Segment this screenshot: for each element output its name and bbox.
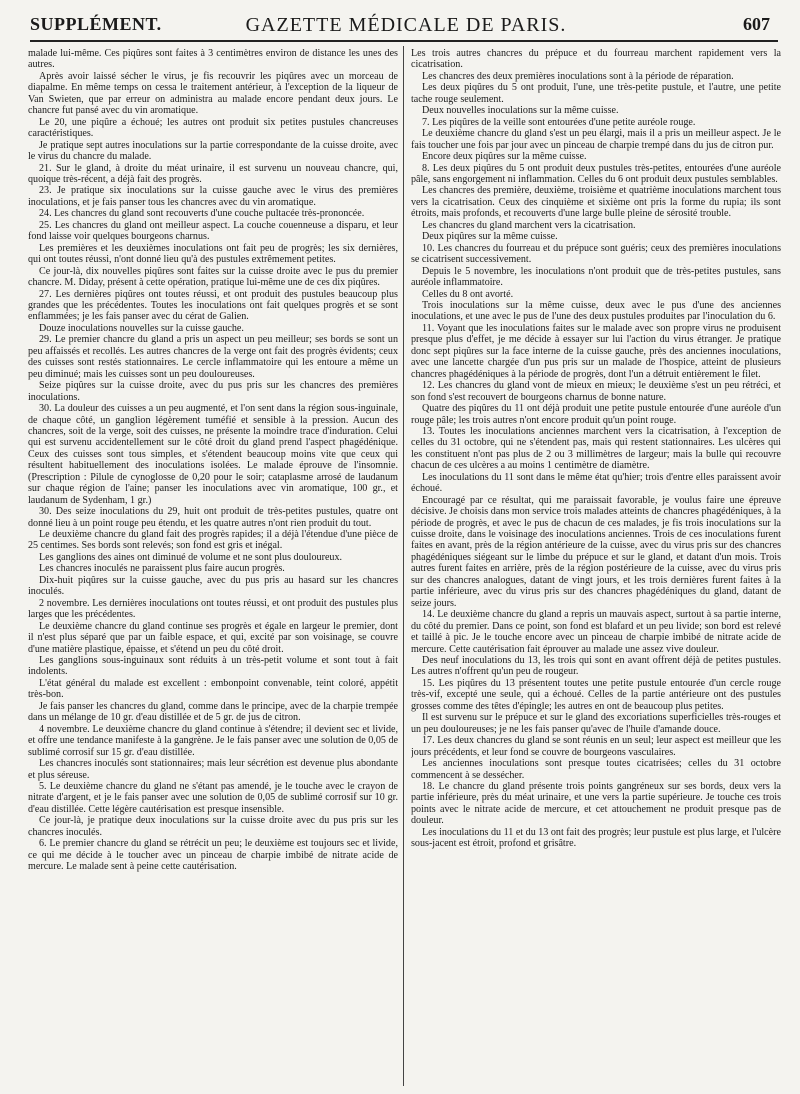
paragraph: Dix-huit piqûres sur la cuisse gauche, avec du pus pris au hasard sur les chancres inoculés. bbox=[28, 574, 398, 598]
paragraph: Les ganglions sous-inguinaux sont réduits à un très-petit volume et sont tout à fait indolents. bbox=[28, 655, 398, 678]
header-rule bbox=[30, 40, 778, 42]
paragraph: 30. Des seize inoculations du 29, huit ont produit de très-petites pustules, quatre ont donné lieu à un point rouge peu étendu, et les quatre autres n'ont rien produit du tout. bbox=[28, 506, 398, 529]
paragraph: Quatre des piqûres du 11 ont déjà produit une petite pustule entourée d'une auréole d'un rouge pâle; les trois autres n'ont encore produit qu'un point rouge. bbox=[411, 403, 781, 426]
paragraph: 27. Les dernières piqûres ont toutes réussi, et ont produit des pustules beaucoup plus grandes que les précédentes. Toutes les inoculations ont fait quelques progrès et se sont enflammées; je les fais panser avec du cérat de Galien. bbox=[28, 288, 398, 323]
paragraph: 12. Les chancres du gland vont de mieux en mieux; le deuxième s'est un peu rétréci, et son fond s'est recouvert de bourgeons charnus de bonne nature. bbox=[411, 380, 781, 403]
paragraph: Les ganglions des aines ont diminué de volume et ne sont plus douloureux. bbox=[39, 551, 343, 563]
page-number: 607 bbox=[743, 14, 770, 34]
paragraph: 2 novembre. Les dernières inoculations ont toutes réussi, et ont produit des pustules plus larges que les précédentes. bbox=[28, 597, 398, 621]
paragraph: 10. Les chancres du fourreau et du prépuce sont guéris; ceux des premières inoculations se cicatrisent successivement. bbox=[411, 242, 781, 266]
paragraph: 14. Le deuxième chancre du gland a repris un mauvais aspect, surtout à sa partie interne, du côté du premier. Dans ce point, son fond est blafard et un peu livide; son bord est relevé et taillé à pic. Je le touche encore avec un pinceau de charpie imbibé de nitrate acide de mercure. Cette cautérisation fait éprouver au malade une assez vive douleur. bbox=[411, 609, 781, 655]
paragraph: Les premières et les deuxièmes inoculations ont fait peu de progrès; les six dernières, qui ont toutes réussi, n'ont donné lieu qu'à des pustules extrêmement petites. bbox=[28, 242, 398, 266]
paragraph: Seize piqûres sur la cuisse droite, avec du pus pris sur les chancres des premières inoculations. bbox=[28, 380, 398, 403]
paragraph: 4 novembre. Le deuxième chancre du gland continue à s'étendre; il devient sec et livide, et offre une tendance manifeste à la gangrène. Je le fais panser avec une solution de 0,05 de sublimé corrosif sur 15 gr. d'eau distillée. bbox=[28, 723, 398, 758]
paragraph: 11. Voyant que les inoculations faites sur le malade avec son propre virus ne produisent presque plus d'effet, je me décide à essayer sur lui l'action du virus étranger. Je pratique donc sept piqûres sur la face interne de la cuisse gauche, près des anciennes inoculations, avec une lancette chargée d'un pus pris sur un malade de l'hospice, atteint de plusieurs chancres phagédéniques à la période de progrès, dont l'un a détruit entièrement le filet. bbox=[411, 322, 781, 380]
paragraph: Douze inoculations nouvelles sur la cuisse gauche. bbox=[39, 322, 244, 334]
paragraph: 23. Je pratique six inoculations sur la cuisse gauche avec le virus des premières inoculations, et je fais panser tous les chancres avec du vin aromatique. bbox=[28, 185, 398, 208]
paragraph: Les chancres inoculés sont stationnaires; mais leur sécrétion est devenue plus abondante et plus séreuse. bbox=[28, 758, 398, 781]
right-column bbox=[411, 48, 781, 1088]
paragraph: Le deuxième chancre du gland fait des progrès rapides; il a déjà l'étendue d'une pièce de 25 centimes. Ses bords sont relevés; son fond est gris et inégal. bbox=[28, 529, 398, 552]
paragraph: 13. Toutes les inoculations anciennes marchent vers la cicatrisation, à l'exception de celles du 31 octobre, qui ne s'étendent pas, mais qui restent stationnaires. Les ulcères qui les constituent n'ont pas plus de 2 ou 3 millimètres de largeur; mais la bulle qui recouvre chacun de ces ulcères a au moins 1 centimètre de diamètre. bbox=[411, 425, 781, 472]
paragraph: Encouragé par ce résultat, qui me paraissait favorable, je voulus faire une épreuve décisive. Je choisis dans mon service trois malades atteints de chancres phagédéniques, à la période de progrès, et avec le pus de chacun de ces malades, je fis trois inoculations sur la cuisse droite, dans le voisinage des inoculations anciennes. Trois de ces inoculations furent faites en avant, près de la région antérieure de la cuisse, avec du virus pris sur des chancres phagédéniques siégeant sur le limbe du prépuce et sur le gland, et datant d'un mois. Trois autres furent faites en arrière, près de la région postérieure de la cuisse, avec du virus pris sur des chancres analogues, datant de vingt jours, et les trois dernières furent faites à la partie inférieure, avec du virus pris sur des chancres phagédéniques du gland, datant de seize jours. bbox=[411, 494, 781, 609]
paragraph: 7. Les piqûres de la veille sont entourées d'une petite auréole rouge. bbox=[422, 116, 696, 128]
left-column bbox=[28, 48, 398, 1088]
paragraph: malade lui-même. Ces piqûres sont faites à 3 centimètres environ de distance les unes des autres. bbox=[28, 48, 398, 71]
paragraph: Le deuxième chancre du gland continue ses progrès et égale en largeur le premier, dont il n'est plus séparé que par un faible espace, et qui, excité par son voisinage, se couvre d'une matière plastique, épaisse, et s'étend un peu du côté droit. bbox=[28, 620, 398, 655]
paragraph: Il est survenu sur le prépuce et sur le gland des excoriations superficielles très-rouges et un peu douloureuses; je ne les fais panser qu'avec de l'huile d'amande douce. bbox=[411, 712, 781, 735]
paragraph: Les anciennes inoculations sont presque toutes cicatrisées; celles du 31 octobre commencent à se dessécher. bbox=[411, 758, 781, 781]
paragraph: Je fais panser les chancres du gland, comme dans le principe, avec de la charpie trempée dans un mélange de 10 gr. d'eau distillée et de 5 gr. de jus de citron. bbox=[28, 700, 398, 724]
column-separator bbox=[403, 46, 404, 1086]
paragraph: 18. Le chancre du gland présente trois points gangréneux sur ses bords, deux vers la partie inférieure, près du méat urinaire, et une vers la partie supérieure. Je touche ces trois points avec le nitrate acide de mercure, et cet attouchement ne produit presque pas de douleur. bbox=[411, 781, 781, 827]
paragraph: Après avoir laissé sécher le virus, je fis recouvrir les piqûres avec un morceau de diapalme. En même temps on cessa le traitement antérieur, à l'exception de la liqueur de Van Swieten, que par erreur on administra au malade encore pendant deux jours. Le chancre fut pansé avec du vin aromatique. bbox=[28, 70, 398, 117]
paragraph: Les chancres inoculés ne paraissent plus faire aucun progrès. bbox=[39, 563, 285, 575]
paragraph: Les chancres des deux premières inoculations sont à la période de réparation. bbox=[422, 70, 734, 82]
paragraph: Depuis le 5 novembre, les inoculations n'ont produit que de très-petites pustules, sans auréole inflammatoire. bbox=[411, 265, 781, 289]
paragraph: 5. Le deuxième chancre du gland ne s'étant pas amendé, je le touche avec le crayon de nitrate d'argent, et je le fais panser avec une solution de 0,05 de sublimé corrosif sur 10 gr. d'eau distillée. Cette légère cautérisation est presque insensible. bbox=[28, 781, 398, 815]
paragraph: Les inoculations du 11 et du 13 ont fait des progrès; leur pustule est plus large, et l'ulcère sous-jacent est étroit, profond et grisâtre. bbox=[411, 826, 781, 850]
paragraph: Le deuxième chancre du gland s'est un peu élargi, mais il a pris un meilleur aspect. Je le fais toucher une fois par jour avec un pinceau de charpie trempé dans du jus de citron pur. bbox=[411, 128, 781, 151]
supplement-label: SUPPLÉMENT. bbox=[30, 14, 162, 34]
paragraph: 24. Les chancres du gland sont recouverts d'une couche pultacée très-prononcée. bbox=[39, 208, 365, 220]
paragraph: 6. Le premier chancre du gland se rétrécit un peu; le deuxième est toujours sec et livide, ce qui me décide à le toucher avec un pinceau de charpie imbibé de nitrate acide de mercure. Le malade sent à peine cette cautérisation. bbox=[28, 838, 398, 873]
paragraph: Les inoculations du 11 sont dans le même état qu'hier; trois d'entre elles paraissent avoir échoué. bbox=[411, 471, 781, 495]
paragraph: 29. Le premier chancre du gland a pris un aspect un peu meilleur; ses bords se sont un peu affaissés et recollés. Les autres chancres de la verge ont fait des progrès évidents; ceux des cuisses sont restés stationnaires. Le cercle inflammatoire qui les entoure a même un peu diminué; mais les cuisses sont un peu douloureuses. bbox=[28, 334, 398, 380]
paragraph: 21. Sur le gland, à droite du méat urinaire, il est survenu un nouveau chancre, qui, quoique très-récent, a déjà fait des progrès. bbox=[28, 162, 398, 185]
paragraph: L'état général du malade est excellent : embonpoint convenable, teint coloré, appétit très-bon. bbox=[28, 677, 398, 701]
paragraph: 8. Les deux piqûres du 5 ont produit deux pustules très-petites, entourées d'une auréole pâle, sans engorgement ni inflammation. Celles du 6 ont produit deux pustules semblables. bbox=[411, 162, 781, 185]
paragraph: Ce jour-là, je pratique deux inoculations sur la cuisse droite avec du pus pris sur les chancres inoculés. bbox=[28, 815, 398, 838]
paragraph: Les trois autres chancres du prépuce et du fourreau marchent rapidement vers la cicatrisation. bbox=[411, 48, 781, 71]
paragraph: Ce jour-là, dix nouvelles piqûres sont faites sur la cuisse droite avec le pus du premier chancre. M. Diday, présent à cette opération, pratique lui-même une de ces dix piqûres. bbox=[28, 265, 398, 289]
paragraph: Les deux piqûres du 5 ont produit, l'une, une très-petite pustule, et l'autre, une petite tache rouge seulement. bbox=[411, 82, 781, 105]
paragraph: Le 20, une piqûre a échoué; les autres ont produit six petites pustules chancreuses caractéristiques. bbox=[28, 116, 398, 140]
page-header bbox=[30, 12, 782, 42]
paragraph: Les chancres des première, deuxième, troisième et quatrième inoculations marchent tous vers la cicatrisation. Ceux des cinquième et sixième ont pris la forme du rupia; ils sont étroits, mais profonds, et recouverts d'une large bulle pleine de sérosité trouble. bbox=[411, 185, 781, 220]
paragraph: 30. La douleur des cuisses a un peu augmenté, et l'on sent dans la région sous-inguinale, de chaque côté, un ganglion légèrement tuméfié et sensible à la pression. Aucun des chancres, soit de la verge, soit des cuisses, ne présente la moindre trace d'induration. Celui qui est survenu accidentellement sur le côté droit du gland prend l'aspect phagédénique. Ceux des cuisses sont tous simples, et s'étendent beaucoup moins vite que ceux qui résultent habituellement des inoculations isolées. Le malade éprouve de l'insomnie. (Prescription : Pilule de cynoglosse de 0,20 pour le soir; cataplasme arrosé de laudanum sur chaque région de l'aine; panser les inoculations avec vin aromatique, 100 gr., et laudanum de Sydenham, 1 gr.) bbox=[28, 403, 398, 506]
paragraph: Deux nouvelles inoculations sur la même cuisse. bbox=[422, 105, 619, 117]
paragraph: Les chancres du gland marchent vers la cicatrisation. bbox=[422, 219, 636, 231]
paragraph: Trois inoculations sur la même cuisse, deux avec le pus d'une des anciennes inoculations, et une avec le pus de l'une des deux pustules produites par l'inoculation du 6. bbox=[411, 299, 781, 323]
paragraph: 17. Les deux chancres du gland se sont réunis en un seul; leur aspect est meilleur que les jours précédents, et leur fond se couvre de bourgeons vasculaires. bbox=[411, 735, 781, 758]
paragraph: Je pratique sept autres inoculations sur la partie correspondante de la cuisse droite, avec le virus du chancre du malade. bbox=[28, 139, 398, 163]
publication-title: GAZETTE MÉDICALE DE PARIS. bbox=[245, 14, 567, 36]
paragraph: Deux piqûres sur la même cuisse. bbox=[422, 231, 558, 243]
paragraph: 15. Les piqûres du 13 présentent toutes une petite pustule entourée d'un cercle rouge très-vif, excepté une seule, qui a échoué. Celles de la partie antérieure ont des pustules grosses comme des têtes d'épingle; les autres en ont de beaucoup plus petites. bbox=[411, 677, 781, 712]
paragraph: Des neuf inoculations du 13, les trois qui sont en avant offrent déjà de petites pustules. Les autres n'offrent qu'un peu de rougeur. bbox=[411, 655, 781, 678]
paragraph: 25. Les chancres du gland ont meilleur aspect. La couche couenneuse a disparu, et leur fond laisse voir quelques bourgeons charnus. bbox=[28, 219, 398, 243]
paragraph: Encore deux piqûres sur la même cuisse. bbox=[422, 151, 587, 163]
paragraph: Celles du 8 ont avorté. bbox=[422, 288, 514, 300]
